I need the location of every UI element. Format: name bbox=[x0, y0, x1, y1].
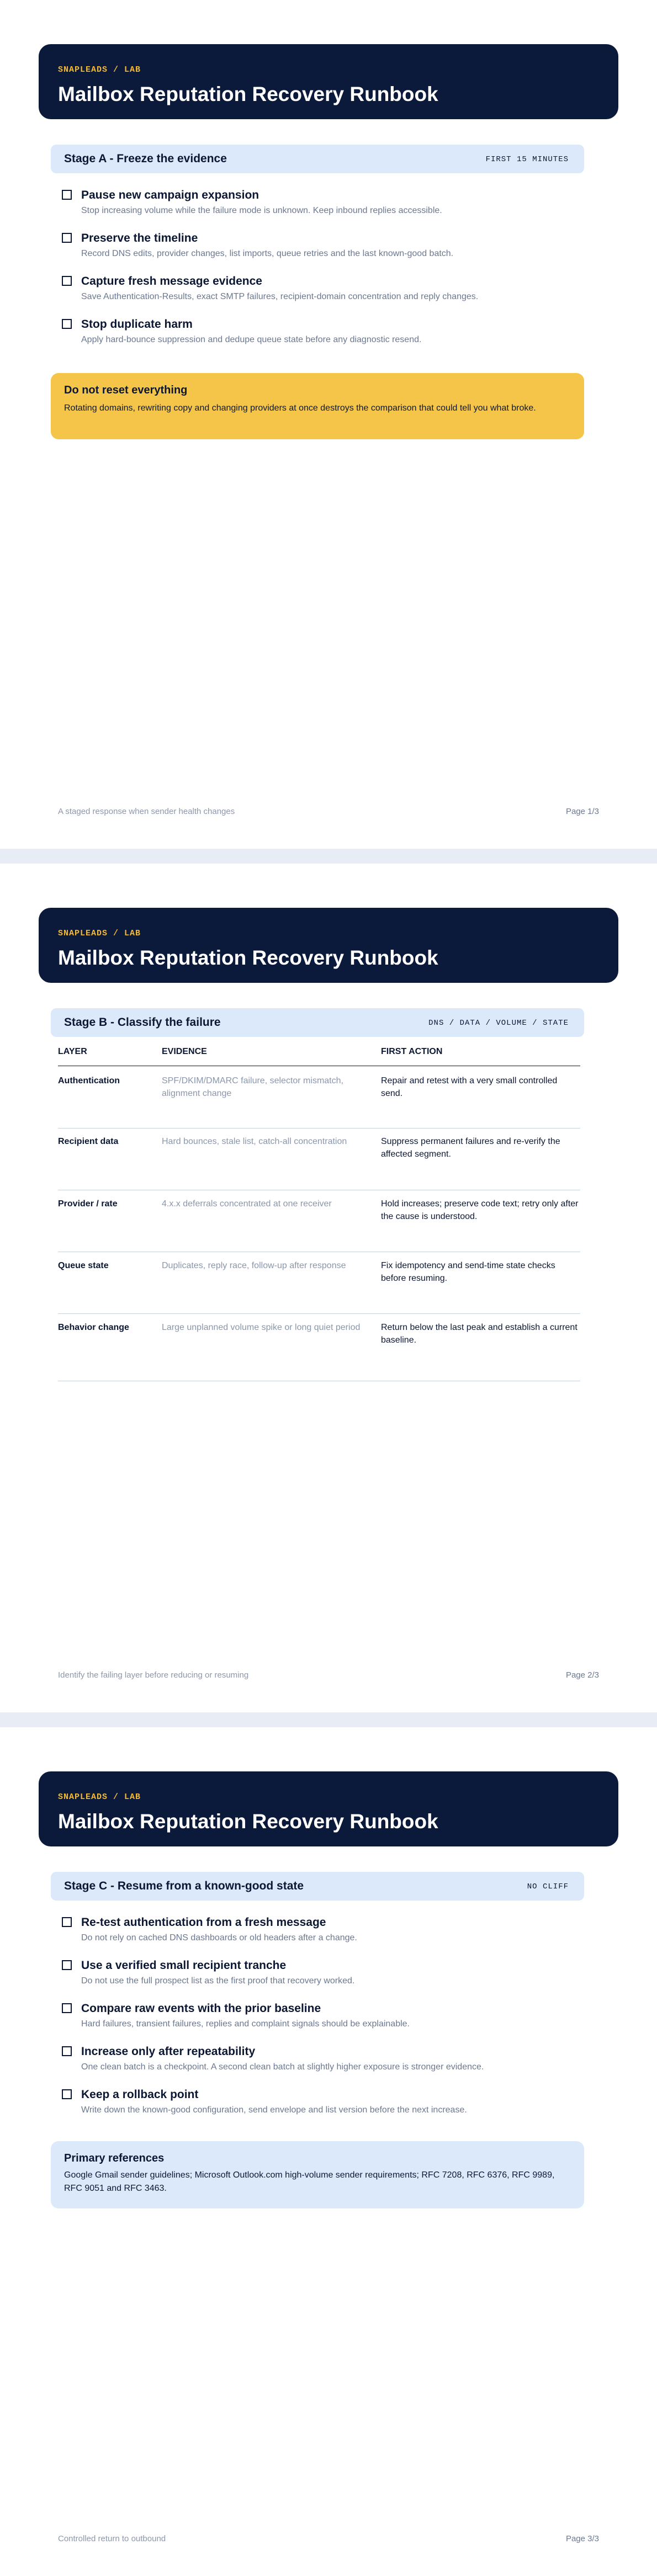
action-cell: Hold increases; preserve code text; retry only after the cause is understood. bbox=[381, 1199, 579, 1222]
stage-tag: DNS / DATA / VOLUME / STATE bbox=[428, 1019, 569, 1028]
page-number: Page 3/3 bbox=[565, 2534, 599, 2543]
column-header-layer: LAYER bbox=[58, 1047, 87, 1056]
evidence-cell: SPF/DKIM/DMARC failure, selector mismatch, alignment change bbox=[162, 1076, 343, 1099]
evidence-cell: Hard bounces, stale list, catch-all concentration bbox=[162, 1137, 347, 1146]
checklist-item-title: Keep a rollback point bbox=[81, 2088, 199, 2101]
checklist-item-description: Stop increasing volume while the failure mode is unknown. Keep inbound replies accessible. bbox=[81, 206, 442, 215]
action-cell: Suppress permanent failures and re-verify the affected segment. bbox=[381, 1137, 560, 1159]
stage-b-banner bbox=[51, 1008, 584, 1037]
callout-title: Do not reset everything bbox=[64, 384, 188, 396]
checklist-item-title: Capture fresh message evidence bbox=[81, 275, 262, 288]
column-header-evidence: EVIDENCE bbox=[162, 1047, 207, 1056]
evidence-cell: Large unplanned volume spike or long quiet period bbox=[162, 1323, 361, 1332]
callout-body: Rotating domains, rewriting copy and changing providers at once destroys the comparison that could tell you what broke. bbox=[64, 403, 536, 413]
document-title: Mailbox Reputation Recovery Runbook bbox=[58, 83, 438, 105]
checklist-item-title: Preserve the timeline bbox=[81, 232, 198, 244]
stage-tag: FIRST 15 MINUTES bbox=[485, 155, 569, 164]
checkbox[interactable] bbox=[62, 2089, 72, 2099]
evidence-cell: 4.x.x deferrals concentrated at one receiver bbox=[162, 1199, 332, 1209]
layer-cell: Queue state bbox=[58, 1261, 109, 1270]
checklist-item-title: Re-test authentication from a fresh message bbox=[81, 1916, 326, 1929]
checklist-item-description: Save Authentication-Results, exact SMTP failures, recipient-domain concentration and reply changes. bbox=[81, 292, 479, 301]
document-header bbox=[39, 44, 618, 119]
stage-a-banner bbox=[51, 145, 584, 173]
evidence-cell: Duplicates, reply race, follow-up after response bbox=[162, 1261, 346, 1270]
layer-cell: Authentication bbox=[58, 1076, 120, 1085]
checklist-item-title: Pause new campaign expansion bbox=[81, 189, 259, 201]
checklist-item-title: Compare raw events with the prior baseline bbox=[81, 2002, 321, 2015]
page-number: Page 2/3 bbox=[565, 1670, 599, 1680]
checklist-item-description: Hard failures, transient failures, replies and complaint signals should be explainable. bbox=[81, 2019, 410, 2029]
callout-body: Google Gmail sender guidelines; Microsoft Outlook.com high-volume sender requirements; RFC 7208, RFC 6376, RFC 9989, RFC 9051 and RFC 3463. bbox=[64, 2170, 555, 2193]
layer-cell: Recipient data bbox=[58, 1137, 119, 1146]
row-divider bbox=[58, 1128, 580, 1129]
page-number: Page 1/3 bbox=[565, 807, 599, 816]
document-header bbox=[39, 908, 618, 983]
brand-label: SNAPLEADS / LAB bbox=[58, 65, 141, 74]
checkbox[interactable] bbox=[62, 2003, 72, 2013]
checkbox[interactable] bbox=[62, 190, 72, 200]
checkbox[interactable] bbox=[62, 233, 72, 243]
stage-title: Stage A - Freeze the evidence bbox=[64, 152, 227, 165]
page-3 bbox=[0, 1727, 657, 2576]
checklist-item-description: One clean batch is a checkpoint. A second clean batch at slightly higher exposure is stronger evidence. bbox=[81, 2062, 484, 2072]
checkbox[interactable] bbox=[62, 319, 72, 329]
page-footer-caption: A staged response when sender health changes bbox=[58, 807, 235, 816]
document-title: Mailbox Reputation Recovery Runbook bbox=[58, 946, 438, 969]
page-footer-caption: Controlled return to outbound bbox=[58, 2534, 166, 2543]
layer-cell: Behavior change bbox=[58, 1323, 129, 1332]
checklist-item-description: Write down the known-good configuration, send envelope and list version before the next increase. bbox=[81, 2105, 467, 2115]
stage-title: Stage B - Classify the failure bbox=[64, 1016, 221, 1029]
checkbox[interactable] bbox=[62, 276, 72, 286]
checklist-item-title: Stop duplicate harm bbox=[81, 318, 193, 331]
brand-label: SNAPLEADS / LAB bbox=[58, 929, 141, 938]
checklist-item-description: Do not rely on cached DNS dashboards or old headers after a change. bbox=[81, 1933, 357, 1942]
action-cell: Return below the last peak and establish a current baseline. bbox=[381, 1323, 577, 1345]
column-header-first-action: FIRST ACTION bbox=[381, 1047, 443, 1056]
callout-title: Primary references bbox=[64, 2152, 165, 2164]
warning-callout bbox=[51, 373, 584, 439]
page-footer-caption: Identify the failing layer before reducing or resuming bbox=[58, 1670, 249, 1680]
checkbox[interactable] bbox=[62, 2046, 72, 2056]
action-cell: Repair and retest with a very small controlled send. bbox=[381, 1076, 558, 1099]
page-2 bbox=[0, 864, 657, 1712]
action-cell: Fix idempotency and send-time state checks before resuming. bbox=[381, 1261, 555, 1284]
stage-tag: NO CLIFF bbox=[527, 1882, 569, 1891]
stage-title: Stage C - Resume from a known-good state bbox=[64, 1880, 304, 1892]
brand-label: SNAPLEADS / LAB bbox=[58, 1792, 141, 1802]
checklist-item-description: Apply hard-bounce suppression and dedupe queue state before any diagnostic resend. bbox=[81, 335, 422, 344]
checklist-item-title: Increase only after repeatability bbox=[81, 2045, 256, 2058]
layer-cell: Provider / rate bbox=[58, 1199, 118, 1209]
checklist-item-description: Do not use the full prospect list as the first proof that recovery worked. bbox=[81, 1976, 355, 1986]
checkbox[interactable] bbox=[62, 1917, 72, 1927]
page-1 bbox=[0, 0, 657, 849]
row-divider bbox=[58, 1313, 580, 1314]
document-header bbox=[39, 1771, 618, 1846]
checklist-item-title: Use a verified small recipient tranche bbox=[81, 1959, 287, 1972]
document-title: Mailbox Reputation Recovery Runbook bbox=[58, 1810, 438, 1833]
references-callout bbox=[51, 2141, 584, 2208]
checklist-item-description: Record DNS edits, provider changes, list imports, queue retries and the last known-good batch. bbox=[81, 249, 454, 258]
stage-c-banner bbox=[51, 1872, 584, 1901]
checkbox[interactable] bbox=[62, 1960, 72, 1970]
